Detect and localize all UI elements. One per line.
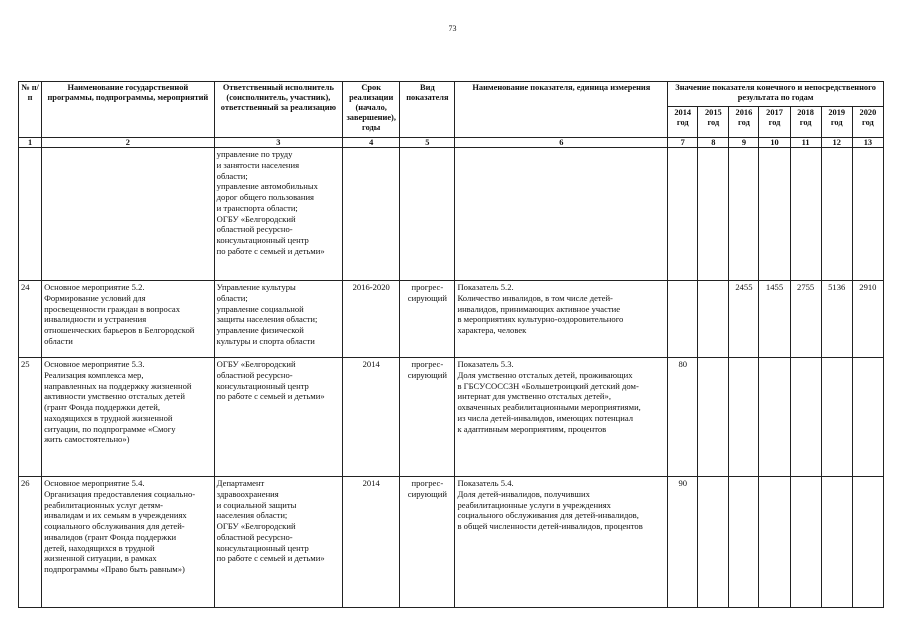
header-indicator-name: Наименование показателя, единица измерения <box>455 82 668 138</box>
column-number: 3 <box>214 138 342 148</box>
row-executor: Департамент здравоохранения и социальной защиты населения области; ОГБУ «Белгородский областной ресурсно- консультационный центр по работе с семьей и детьми» <box>214 477 342 608</box>
column-number: 9 <box>729 138 759 148</box>
row-name: Основное мероприятие 5.2. Формирование условий для просвещенности граждан в вопросах инвалидности и устранения отношенческих барьеров в Белгородской области <box>42 281 215 358</box>
row-value <box>790 477 821 608</box>
row-indicator-name: Показатель 5.2. Количество инвалидов, в том числе детей- инвалидов, принимающих активное участие в мероприятиях культурно-оздоровительного характера, человек <box>455 281 668 358</box>
row-value <box>790 148 821 281</box>
row-value <box>790 358 821 477</box>
header-year: 2014 год <box>668 107 698 138</box>
table-row <box>19 281 884 358</box>
column-number: 8 <box>698 138 729 148</box>
header-year: 2020 год <box>852 107 883 138</box>
header-year: 2015 год <box>698 107 729 138</box>
table-row <box>19 358 884 477</box>
row-indicator-type: прогрес- сирующий <box>400 477 455 608</box>
row-executor: Управление культуры области; управление социальной защиты населения области; управление физической культуры и спорта области <box>214 281 342 358</box>
row-value <box>698 148 729 281</box>
header-period: Срок реализации (начало, завершение), годы <box>343 82 400 138</box>
row-value <box>821 477 852 608</box>
row-num: 25 <box>19 358 42 477</box>
row-period: 2016-2020 <box>343 281 400 358</box>
row-num: 26 <box>19 477 42 608</box>
row-value: 2455 <box>729 281 759 358</box>
row-value <box>821 148 852 281</box>
header-executor: Ответственный исполнитель (соисполнитель, участник), ответственный за реализацию <box>214 82 342 138</box>
row-indicator-name: Показатель 5.4. Доля детей-инвалидов, получивших реабилитационные услуги в учреждениях социального обслуживания для детей-инвалидов, в общей численности детей-инвалидов, процентов <box>455 477 668 608</box>
row-indicator-type: прогрес- сирующий <box>400 281 455 358</box>
column-number: 6 <box>455 138 668 148</box>
header-year: 2019 год <box>821 107 852 138</box>
header-row <box>19 82 884 107</box>
row-indicator-name <box>455 148 668 281</box>
column-number: 4 <box>343 138 400 148</box>
row-value <box>729 148 759 281</box>
row-value: 1455 <box>759 281 790 358</box>
row-value <box>729 477 759 608</box>
program-table <box>18 81 884 608</box>
row-value: 5136 <box>821 281 852 358</box>
row-value <box>759 477 790 608</box>
header-year: 2018 год <box>790 107 821 138</box>
row-indicator-name: Показатель 5.3. Доля умственно отсталых детей, проживающих в ГБСУСОССЗН «Большетроицкий детский дом- интернат для умственно отсталых детей», охваченных реабилитационными мероприятиями, из числа детей-инвалидов, имеющих потенциал к адаптивным мероприятиям, процентов <box>455 358 668 477</box>
row-indicator-type <box>400 148 455 281</box>
row-value <box>698 477 729 608</box>
column-number: 11 <box>790 138 821 148</box>
row-period: 2014 <box>343 358 400 477</box>
column-number: 2 <box>42 138 215 148</box>
row-executor: ОГБУ «Белгородский областной ресурсно- консультационный центр по работе с семьей и детьми» <box>214 358 342 477</box>
row-value <box>852 148 883 281</box>
row-value <box>852 477 883 608</box>
header-indicator-type: Вид показателя <box>400 82 455 138</box>
column-number: 13 <box>852 138 883 148</box>
row-value <box>759 358 790 477</box>
row-value <box>668 148 698 281</box>
column-number: 12 <box>821 138 852 148</box>
row-value <box>821 358 852 477</box>
header-year: 2017 год <box>759 107 790 138</box>
row-name <box>42 148 215 281</box>
row-period <box>343 148 400 281</box>
row-value <box>729 358 759 477</box>
column-number: 7 <box>668 138 698 148</box>
table-row <box>19 148 884 281</box>
row-value: 2755 <box>790 281 821 358</box>
table-row <box>19 477 884 608</box>
header-name: Наименование государственной программы, подпрограммы, мероприятий <box>42 82 215 138</box>
row-value <box>698 281 729 358</box>
row-value <box>852 358 883 477</box>
page-number: 73 <box>448 24 457 33</box>
row-name: Основное мероприятие 5.3. Реализация комплекса мер, направленных на поддержку жизненной активности умственно отсталых детей (грант Фонда поддержки детей, находящихся в трудной жизненной ситуации, по подпрограмме «Смогу жить самостоятельно») <box>42 358 215 477</box>
header-year: 2016 год <box>729 107 759 138</box>
row-name: Основное мероприятие 5.4. Организация предоставления социально- реабилитационных услуг детям- инвалидам и их семьям в учреждениях социального обслуживания для детей- инвалидов (грант Фонда поддержки детей, находящихся в трудной жизненной ситуации, в рамках подпрограммы «Право быть равным») <box>42 477 215 608</box>
row-value: 90 <box>668 477 698 608</box>
row-value <box>759 148 790 281</box>
column-number: 1 <box>19 138 42 148</box>
row-period: 2014 <box>343 477 400 608</box>
row-indicator-type: прогрес- сирующий <box>400 358 455 477</box>
column-number: 5 <box>400 138 455 148</box>
row-value: 80 <box>668 358 698 477</box>
row-value: 2910 <box>852 281 883 358</box>
row-value <box>668 281 698 358</box>
header-num: № п/п <box>19 82 42 138</box>
header-values-group: Значение показателя конечного и непосредственного результата по годам <box>668 82 884 107</box>
row-num <box>19 148 42 281</box>
column-number-row <box>19 138 884 148</box>
column-number: 10 <box>759 138 790 148</box>
row-value <box>698 358 729 477</box>
row-executor: управление по труду и занятости населения области; управление автомобильных дорог общего пользования и транспорта области; ОГБУ «Белгородский областной ресурсно- консультационный центр по работе с семьей и детьми» <box>214 148 342 281</box>
row-num: 24 <box>19 281 42 358</box>
